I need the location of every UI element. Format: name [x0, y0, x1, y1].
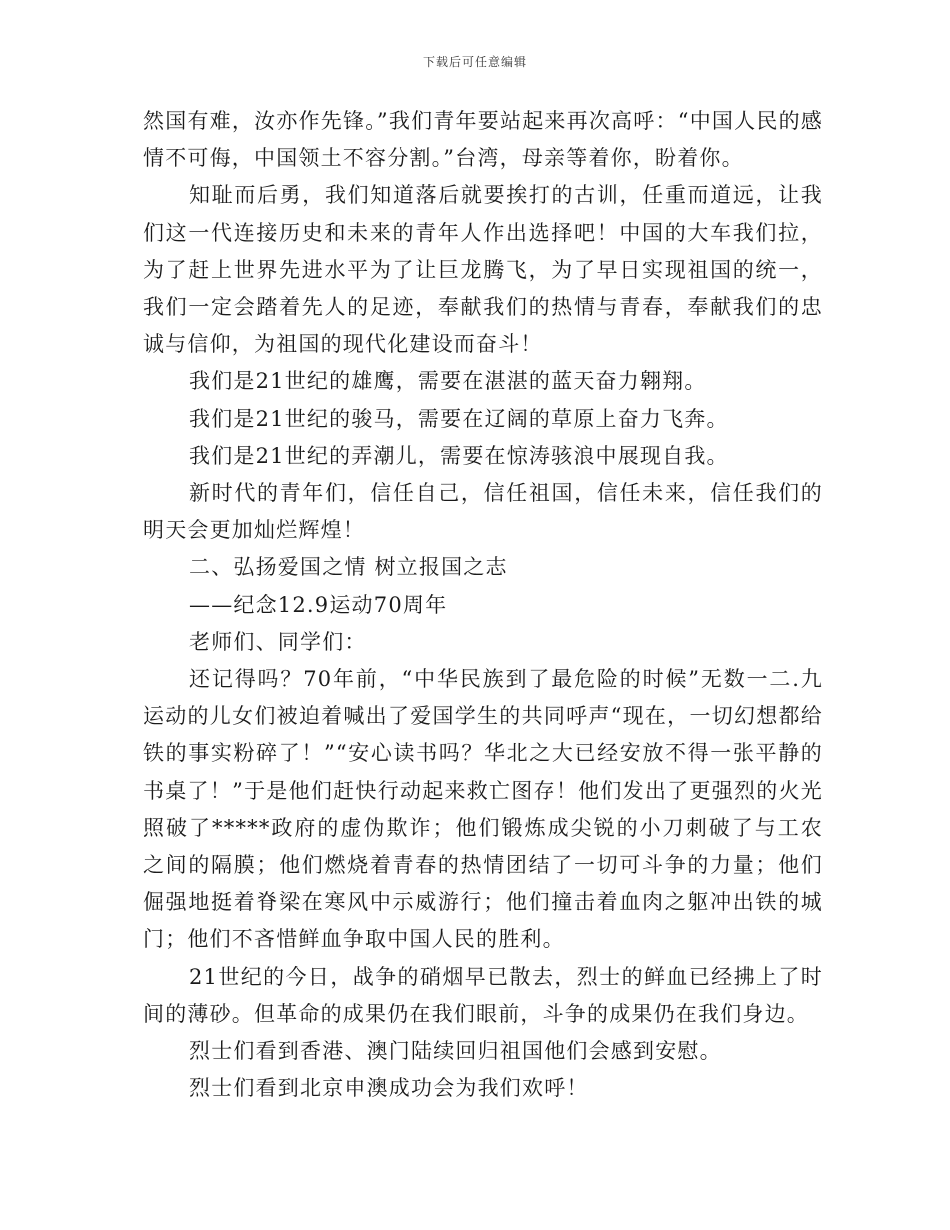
- page-header: 下载后可任意编辑: [422, 55, 527, 69]
- document-body: [143, 103, 823, 1107]
- paragraph-6: 新时代的青年们，信任自己，信任祖国，信任未来，信任我们的明天会更加灿烂辉煌！: [143, 481, 823, 543]
- section-subtitle: ——纪念12.9运动70周年: [189, 592, 448, 617]
- section-heading: 二、弘扬爱国之情 树立报国之志: [189, 555, 508, 580]
- paragraph-2: 知耻而后勇，我们知道落后就要挨打的古训，任重而道远，让我们这一代连接历史和未来的青年人作出选择吧！中国的大车我们拉，为了赶上世界先进水平为了让巨龙腾飞，为了早日实现祖国的统一，我们一定会踏着先人的足迹，奉献我们的热情与青春，奉献我们的忠诚与信仰，为祖国的现代化建设而奋斗！: [143, 183, 823, 357]
- paragraph-11: 21世纪的今日，战争的硝烟早已散去，烈士的鲜血已经拂上了时间的薄砂。但革命的成果仍在我们眼前，斗争的成果仍在我们身边。: [143, 964, 823, 1026]
- paragraph-3: 我们是21世纪的雄鹰，需要在湛湛的蓝天奋力翱翔。: [189, 369, 707, 394]
- paragraph-10: 还记得吗？70年前，“中华民族到了最危险的时候”无数一二.九运动的儿女们被迫着喊出了爱国学生的共同呼声“现在，一切幻想都给铁的事实粉碎了！”“安心读书吗？华北之大已经安放不得一张平静的书桌了！”于是他们赶快行动起来救亡图存！他们发出了更强烈的火光照破了*****政府的虚伪欺诈；他们锻炼成尖锐的小刀刺破了与工农之间的隔膜；他们燃烧着青春的热情团结了一切可斗争的力量；他们倔强地挺着脊梁在寒风中示威游行；他们撞击着血肉之躯冲出铁的城门；他们不吝惜鲜血争取中国人民的胜利。: [143, 667, 823, 952]
- paragraph-13: 烈士们看到北京申澳成功会为我们欢呼！: [189, 1076, 589, 1101]
- paragraph-5: 我们是21世纪的弄潮儿，需要在惊涛骇浪中展现自我。: [189, 443, 729, 468]
- paragraph-12: 烈士们看到香港、澳门陆续回归祖国他们会感到安慰。: [189, 1039, 722, 1064]
- paragraph-1: 然国有难，汝亦作先锋。”我们青年要站起来再次高呼：“中国人民的感情不可侮，中国领土不容分割。”台湾，母亲等着你，盼着你。: [143, 109, 823, 171]
- salutation: 老师们、同学们：: [189, 629, 367, 654]
- paragraph-4: 我们是21世纪的骏马，需要在辽阔的草原上奋力飞奔。: [189, 406, 729, 431]
